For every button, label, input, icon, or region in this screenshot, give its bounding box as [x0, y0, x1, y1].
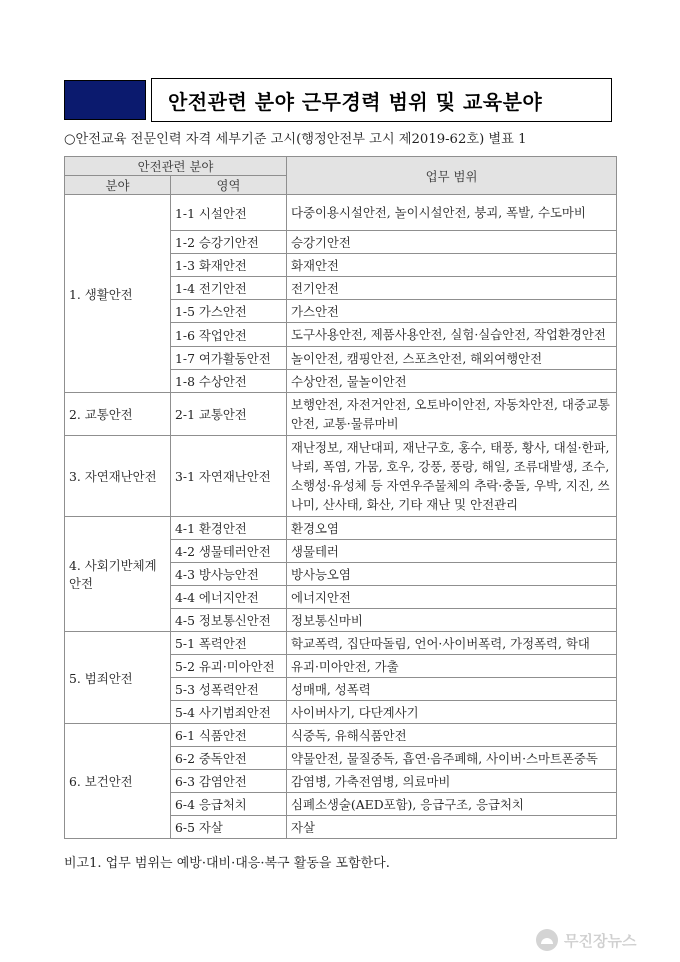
scope-cell: 승강기안전 — [287, 231, 617, 254]
table-row — [65, 724, 617, 747]
area-cell: 1-2 승강기안전 — [171, 231, 287, 254]
header-field: 분야 — [65, 176, 171, 195]
scope-cell: 심폐소생술(AED포함), 응급구조, 응급처치 — [287, 793, 617, 816]
scope-cell: 식중독, 유해식품안전 — [287, 724, 617, 747]
header-work-scope: 업무 범위 — [287, 157, 617, 195]
area-cell: 4-3 방사능안전 — [171, 563, 287, 586]
header-area: 영역 — [171, 176, 287, 195]
category-cell: 5. 범죄안전 — [65, 632, 171, 724]
area-cell: 3-1 자연재난안전 — [171, 436, 287, 517]
scope-cell: 유괴·미아안전, 가출 — [287, 655, 617, 678]
scope-cell: 다중이용시설안전, 놀이시설안전, 붕괴, 폭발, 수도마비 — [287, 195, 617, 231]
title-accent-block — [64, 80, 146, 120]
category-cell: 3. 자연재난안전 — [65, 436, 171, 517]
area-cell: 4-2 생물테러안전 — [171, 540, 287, 563]
scope-cell: 도구사용안전, 제품사용안전, 실험·실습안전, 작업환경안전 — [287, 323, 617, 347]
scope-cell: 에너지안전 — [287, 586, 617, 609]
table-row — [65, 632, 617, 655]
document-header — [64, 78, 612, 122]
area-cell: 1-3 화재안전 — [171, 254, 287, 277]
page-title: 안전관련 분야 근무경력 범위 및 교육분야 — [151, 78, 612, 122]
scope-cell: 재난정보, 재난대피, 재난구호, 홍수, 태풍, 황사, 대설·한파, 낙뢰, 폭염, 가뭄, 호우, 강풍, 풍랑, 해일, 조류대발생, 조수, 소행성·유성체 등 자연우주물체의 추락·충돌, 우박, 지진, 쓰나미, 산사태, 화산, 기타 재난 및 안전관리 — [287, 436, 617, 517]
area-cell: 6-2 중독안전 — [171, 747, 287, 770]
area-cell: 1-6 작업안전 — [171, 323, 287, 347]
scope-cell: 가스안전 — [287, 300, 617, 323]
area-cell: 6-3 감염안전 — [171, 770, 287, 793]
scope-cell: 화재안전 — [287, 254, 617, 277]
watermark-text: 무진장뉴스 — [564, 931, 637, 950]
area-cell: 6-4 응급처치 — [171, 793, 287, 816]
area-cell: 4-4 에너지안전 — [171, 586, 287, 609]
area-cell: 6-1 식품안전 — [171, 724, 287, 747]
area-cell: 1-1 시설안전 — [171, 195, 287, 231]
scope-cell: 사이버사기, 다단계사기 — [287, 701, 617, 724]
area-cell: 2-1 교통안전 — [171, 393, 287, 436]
area-cell: 5-3 성폭력안전 — [171, 678, 287, 701]
area-cell: 1-4 전기안전 — [171, 277, 287, 300]
safety-fields-table — [64, 156, 617, 839]
area-cell: 1-7 여가활동안전 — [171, 347, 287, 370]
area-cell: 1-8 수상안전 — [171, 370, 287, 393]
scope-cell: 자살 — [287, 816, 617, 839]
scope-cell: 학교폭력, 집단따돌림, 언어·사이버폭력, 가정폭력, 학대 — [287, 632, 617, 655]
footnote: 비고1. 업무 범위는 예방·대비·대응·복구 활동을 포함한다. — [64, 856, 390, 871]
scope-cell: 수상안전, 물놀이안전 — [287, 370, 617, 393]
area-cell: 4-1 환경안전 — [171, 517, 287, 540]
news-logo-icon — [536, 929, 558, 951]
scope-cell: 보행안전, 자전거안전, 오토바이안전, 자동차안전, 대중교통안전, 교통·물류마비 — [287, 393, 617, 436]
scope-cell: 정보통신마비 — [287, 609, 617, 632]
scope-cell: 약물안전, 물질중독, 흡연·음주폐해, 사이버·스마트폰중독 — [287, 747, 617, 770]
area-cell: 5-2 유괴·미아안전 — [171, 655, 287, 678]
scope-cell: 놀이안전, 캠핑안전, 스포츠안전, 해외여행안전 — [287, 347, 617, 370]
category-cell: 6. 보건안전 — [65, 724, 171, 839]
category-cell: 2. 교통안전 — [65, 393, 171, 436]
area-cell: 1-5 가스안전 — [171, 300, 287, 323]
scope-cell: 환경오염 — [287, 517, 617, 540]
table-row — [65, 436, 617, 517]
scope-cell: 전기안전 — [287, 277, 617, 300]
scope-cell: 생물테러 — [287, 540, 617, 563]
area-cell: 4-5 정보통신안전 — [171, 609, 287, 632]
scope-cell: 성매매, 성폭력 — [287, 678, 617, 701]
scope-cell: 감염병, 가축전염병, 의료마비 — [287, 770, 617, 793]
category-cell: 1. 생활안전 — [65, 195, 171, 393]
header-safety-field: 안전관련 분야 — [65, 157, 287, 176]
watermark — [536, 926, 672, 954]
table-row — [65, 195, 617, 231]
scope-cell: 방사능오염 — [287, 563, 617, 586]
area-cell: 6-5 자살 — [171, 816, 287, 839]
table-row — [65, 393, 617, 436]
area-cell: 5-4 사기범죄안전 — [171, 701, 287, 724]
area-cell: 5-1 폭력안전 — [171, 632, 287, 655]
category-cell: 4. 사회기반체계 안전 — [65, 517, 171, 632]
table-row — [65, 517, 617, 540]
document-subtitle: ○안전교육 전문인력 자격 세부기준 고시(행정안전부 고시 제2019-62호) 별표 1 — [64, 132, 527, 147]
